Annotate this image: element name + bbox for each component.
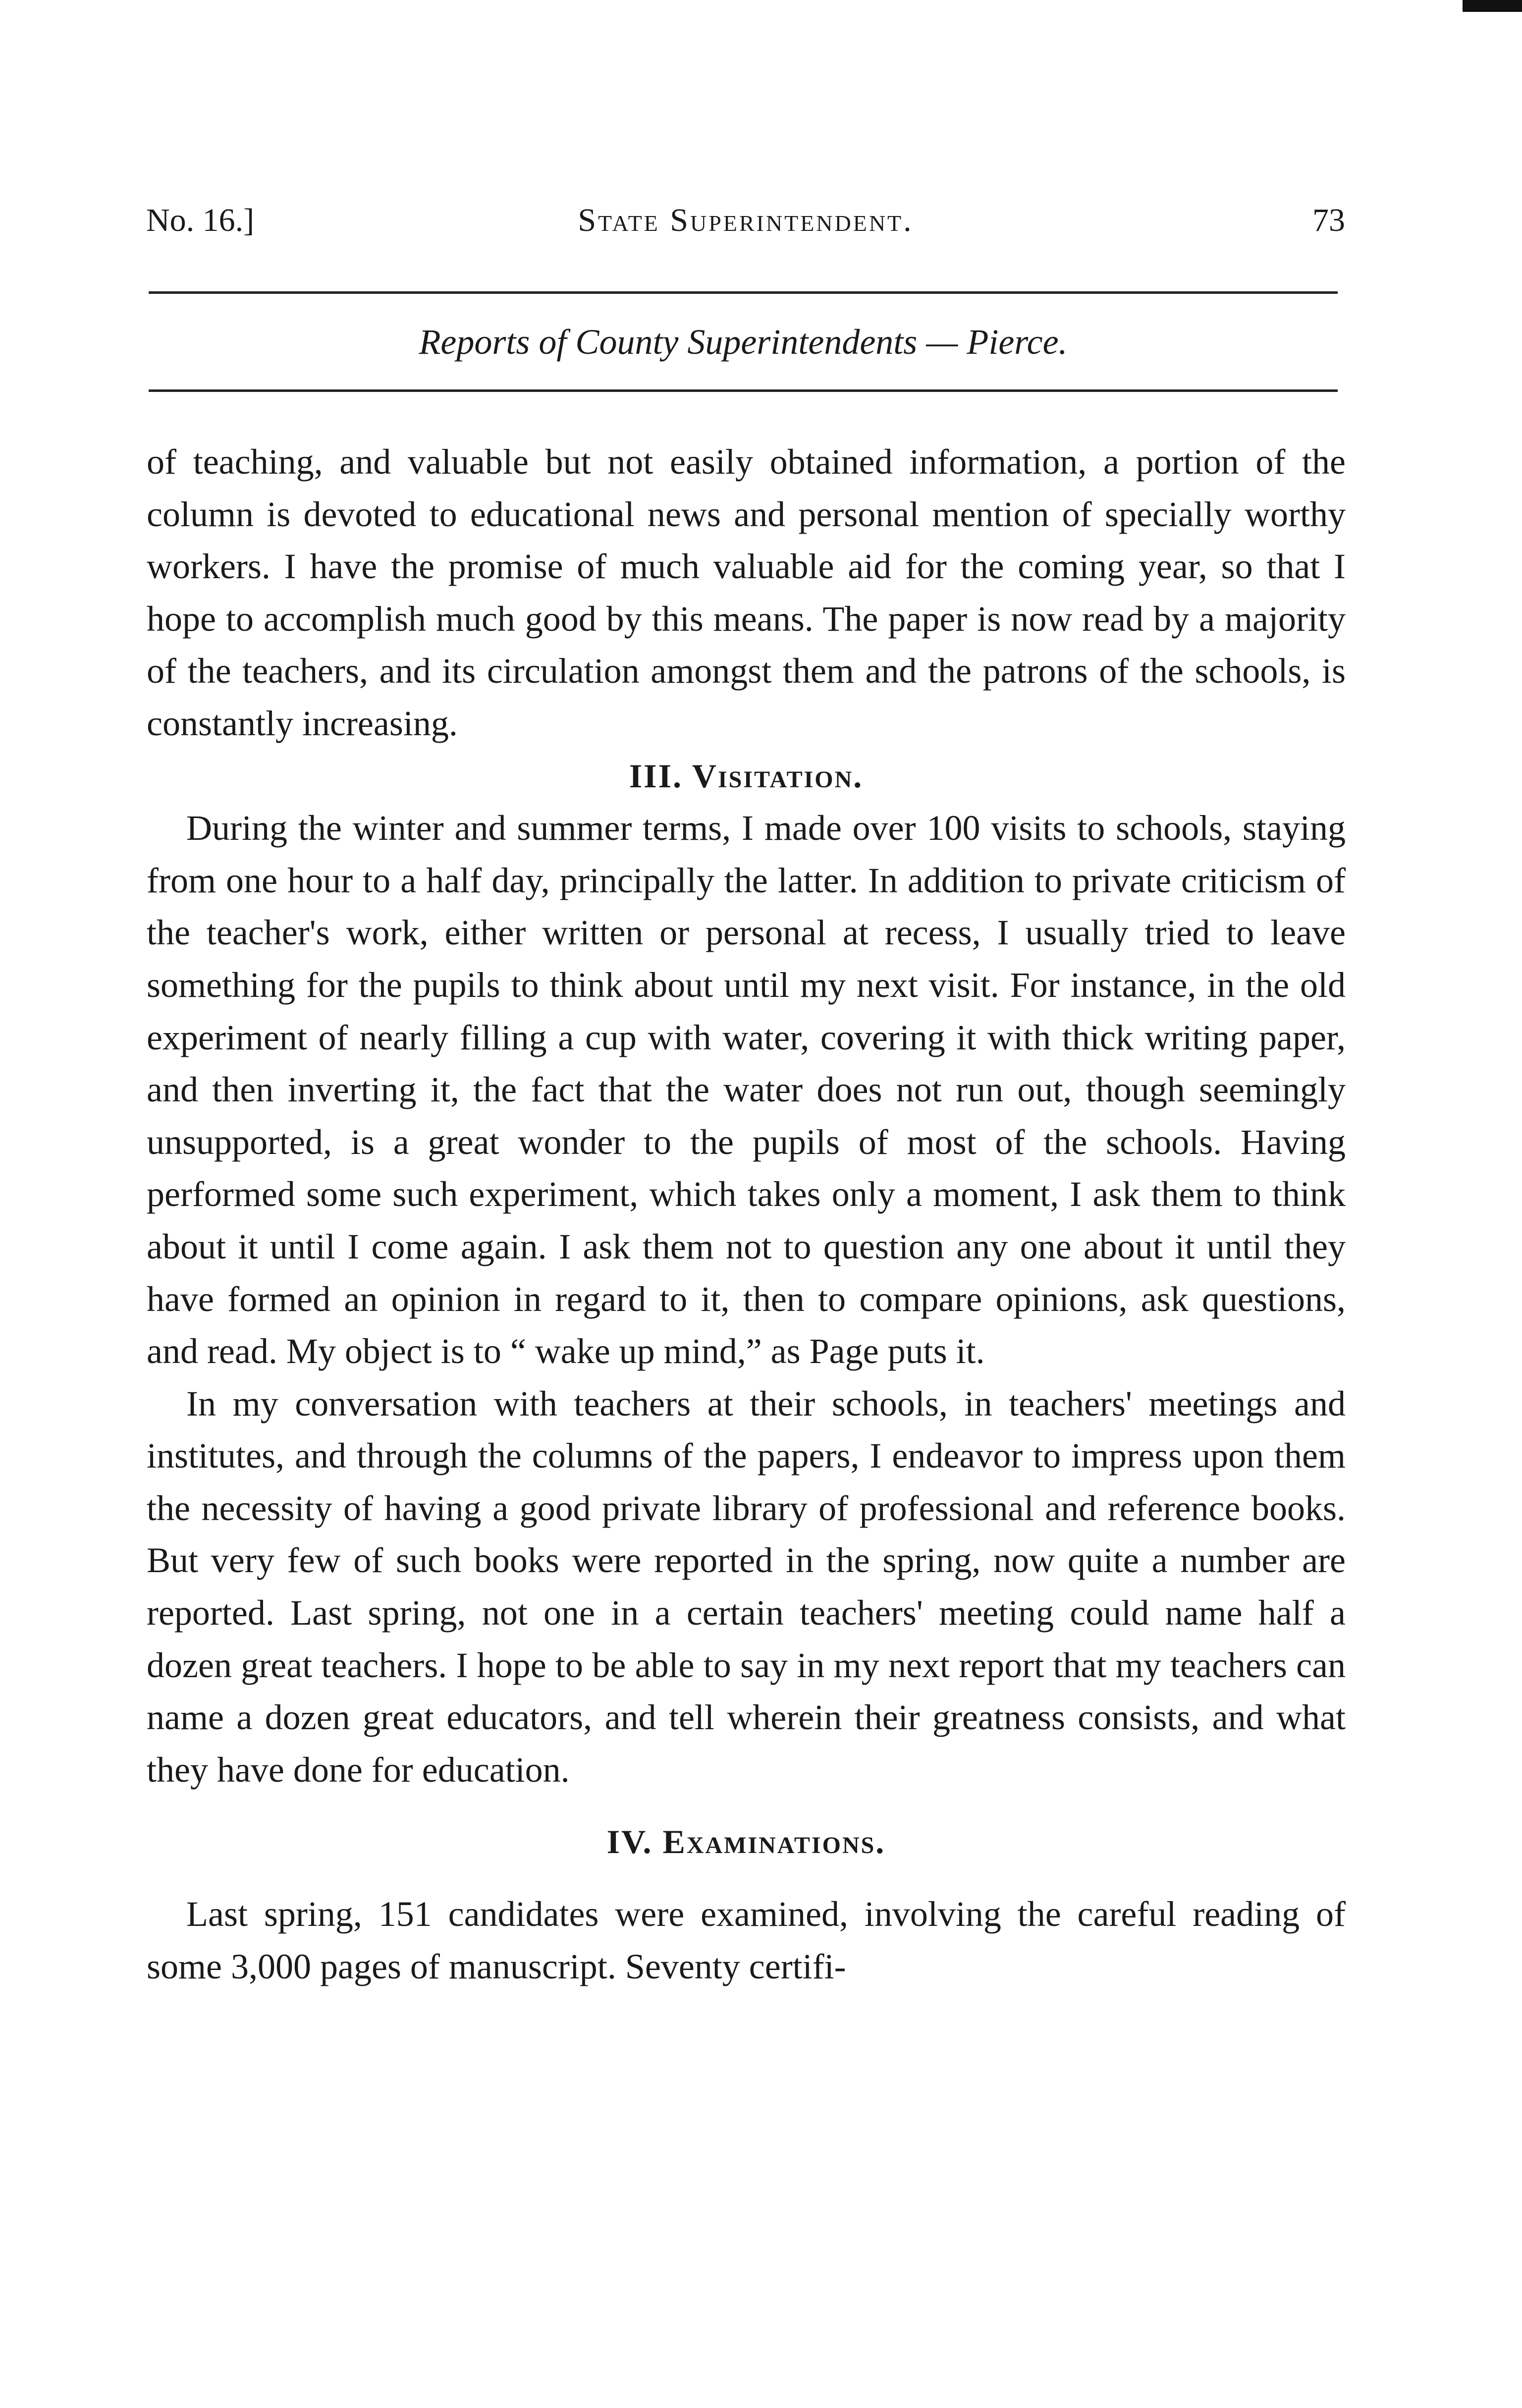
running-header [146,196,1345,245]
header-rule-top [149,291,1338,294]
paragraph-library: In my conversation with teachers at their schools, in teachers' meetings and institutes, and through the columns of the papers, I endeavor to impress upon them the necessity of having a good private library of professional and reference books. But very few of such books were reported in the spring, now quite a number are reported. Last spring, not one in a certain teachers' meeting could name half a dozen great teachers. I hope to be able to say in my next report that my teachers can name a dozen great educators, and tell wherein their greatness consists, and what they have done for education. [147,1383,1346,1790]
section-heading-examinations: IV. Examinations. [606,1823,886,1861]
paragraph-visitation: During the winter and summer terms, I made over 100 visits to schools, staying from one hour to a half day, principally the latter. In addition to private criticism of the teacher's work, either written or personal at recess, I usually tried to leave something for the pupils to think about until my next visit. For instance, in the old experiment of nearly filling a cup with water, covering it with thick writing paper, and then inverting it, the fact that the water does not run out, though seemingly unsupported, is a great wonder to the pupils of most of the schools. Having performed some such experiment, which takes only a moment, I ask them to think about it until I come again. I ask them not to question any one about it until they have formed an opinion in regard to it, then to compare opinions, ask questions, and read. My object is to “ wake up mind,” as Page puts it. [147,808,1346,1371]
page-number: 73 [1312,202,1345,238]
section-heading-visitation: III. Visitation. [629,757,864,795]
paragraph-continued: of teaching, and valuable but not easily obtained information, a portion of the column is devoted to educational news and personal mention of specially worthy workers. I have the promise of much valuable aid for the coming year, so that I hope to accomplish much good by this means. The paper is now read by a majority of the teachers, and its circulation amongst them and the patrons of the schools, is constantly increasing. [147,442,1346,743]
document-number: No. 16.] [146,202,255,238]
scan-edge-mark [1463,0,1522,12]
header-rule-bottom [149,389,1338,392]
body-text [147,436,1346,1993]
paragraph-examinations: Last spring, 151 candidates were examined, involving the careful reading of some 3,000 pages of manuscript. Seventy certifi- [147,1894,1346,1986]
section-subheading: Reports of County Superintendents — Pierce. [419,322,1068,362]
report-title: State Superintendent. [578,202,914,238]
